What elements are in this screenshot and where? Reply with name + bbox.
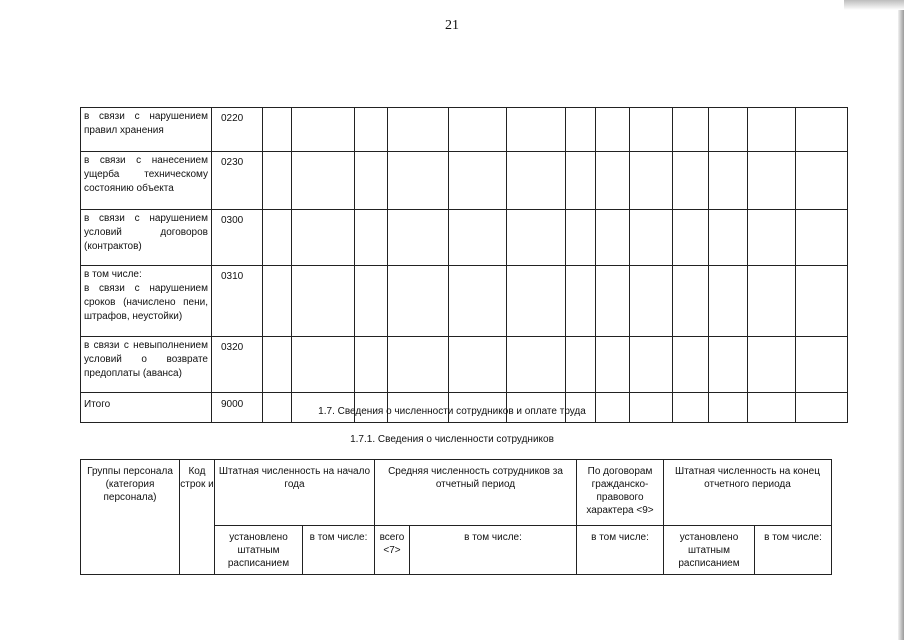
page-corner-shadow <box>844 0 904 10</box>
table-row <box>81 152 848 210</box>
table-cell <box>748 108 796 152</box>
table-cell <box>292 210 355 266</box>
table-cell <box>263 152 292 210</box>
header-row <box>81 460 832 526</box>
table-cell <box>388 210 449 266</box>
table-cell <box>355 266 388 337</box>
table-cell <box>796 108 848 152</box>
page-edge-shadow <box>898 0 904 640</box>
table-cell <box>630 108 673 152</box>
table-cell <box>673 152 709 210</box>
row-code: 0300 <box>212 210 263 266</box>
table-cell <box>630 210 673 266</box>
table-cell <box>566 152 596 210</box>
table-cell <box>748 337 796 393</box>
header-groups: Группы персонала (категория персонала) <box>81 460 180 575</box>
table-row <box>81 210 848 266</box>
table-cell <box>566 266 596 337</box>
table-cell <box>673 210 709 266</box>
row-code: 0310 <box>212 266 263 337</box>
table-cell <box>566 108 596 152</box>
table-cell <box>449 337 507 393</box>
table-cell <box>355 108 388 152</box>
table-row <box>81 337 848 393</box>
table-cell <box>630 337 673 393</box>
table-cell <box>748 152 796 210</box>
header-average-count: Средняя численность сотрудников за отчетный период <box>375 460 577 526</box>
table-cell <box>355 152 388 210</box>
table-cell <box>596 337 630 393</box>
header-civil-contracts: По договорам гражданско-правового характера <9> <box>577 460 664 526</box>
table-cell <box>449 108 507 152</box>
table-cell <box>796 337 848 393</box>
table-cell <box>449 266 507 337</box>
table-cell <box>796 266 848 337</box>
table-cell <box>355 210 388 266</box>
table-cell <box>507 337 566 393</box>
table-cell <box>292 337 355 393</box>
table-cell <box>748 210 796 266</box>
table-cell <box>388 337 449 393</box>
header-code: Код строк и <box>180 460 215 575</box>
row-label: в связи с невыполнением условий о возврате предоплаты (аванса) <box>81 337 212 393</box>
table-cell <box>566 210 596 266</box>
subsection-heading: 1.7.1. Сведения о численности сотрудников <box>350 434 554 445</box>
row-code: 0220 <box>212 108 263 152</box>
row-code: 0320 <box>212 337 263 393</box>
table-cell <box>596 210 630 266</box>
table-row <box>81 108 848 152</box>
table-cell <box>630 152 673 210</box>
damages-table <box>80 107 848 423</box>
total-label: Итого <box>81 393 212 423</box>
row-label: в том числе: в связи с нарушением сроков (начислено пени, штрафов, неустойки) <box>81 266 212 337</box>
row-label: в связи с нарушением условий договоров (контрактов) <box>81 210 212 266</box>
subheader-staff-start-including: в том числе: <box>303 526 375 575</box>
table-cell <box>263 108 292 152</box>
subheader-contracts-including: в том числе: <box>577 526 664 575</box>
table-cell <box>673 337 709 393</box>
table-cell <box>507 210 566 266</box>
table-cell <box>507 266 566 337</box>
table-cell <box>388 152 449 210</box>
table-cell <box>709 108 748 152</box>
table-cell <box>388 266 449 337</box>
table-cell <box>507 108 566 152</box>
table-cell <box>748 266 796 337</box>
table-cell <box>355 337 388 393</box>
table-cell <box>709 337 748 393</box>
subheader-average-including: в том числе: <box>410 526 577 575</box>
subheader-staff-end-including: в том числе: <box>755 526 832 575</box>
header-staff-end: Штатная численность на конец отчетного периода <box>664 460 832 526</box>
table-cell <box>673 266 709 337</box>
table-cell <box>630 266 673 337</box>
staff-count-table <box>80 459 832 575</box>
table-cell <box>507 152 566 210</box>
table-row <box>81 266 848 337</box>
table-cell <box>596 108 630 152</box>
page-number: 21 <box>445 18 459 33</box>
table-cell <box>709 210 748 266</box>
table-cell <box>796 210 848 266</box>
table-cell <box>709 152 748 210</box>
total-code: 9000 <box>212 393 263 423</box>
table-cell <box>263 337 292 393</box>
table-cell <box>292 108 355 152</box>
row-label: в связи с нанесением ущерба техническому состоянию объекта <box>81 152 212 210</box>
table-cell <box>292 266 355 337</box>
subheader-average-total: всего <7> <box>375 526 410 575</box>
row-label: в связи с нарушением правил хранения <box>81 108 212 152</box>
table-cell <box>796 152 848 210</box>
row-code: 0230 <box>212 152 263 210</box>
table-cell <box>596 266 630 337</box>
table-cell <box>709 266 748 337</box>
table-cell <box>263 266 292 337</box>
table-cell <box>449 210 507 266</box>
header-staff-start: Штатная численность на начало года <box>215 460 375 526</box>
table-cell <box>566 337 596 393</box>
table-cell <box>388 108 449 152</box>
table-cell <box>673 108 709 152</box>
table-cell <box>263 210 292 266</box>
table-cell <box>292 152 355 210</box>
table-cell <box>449 152 507 210</box>
section-heading: 1.7. Сведения о численности сотрудников и оплате труда <box>318 406 586 417</box>
table-cell <box>596 152 630 210</box>
subheader-staff-end-established: установлено штатным расписанием <box>664 526 755 575</box>
subheader-staff-start-established: установлено штатным расписанием <box>215 526 303 575</box>
